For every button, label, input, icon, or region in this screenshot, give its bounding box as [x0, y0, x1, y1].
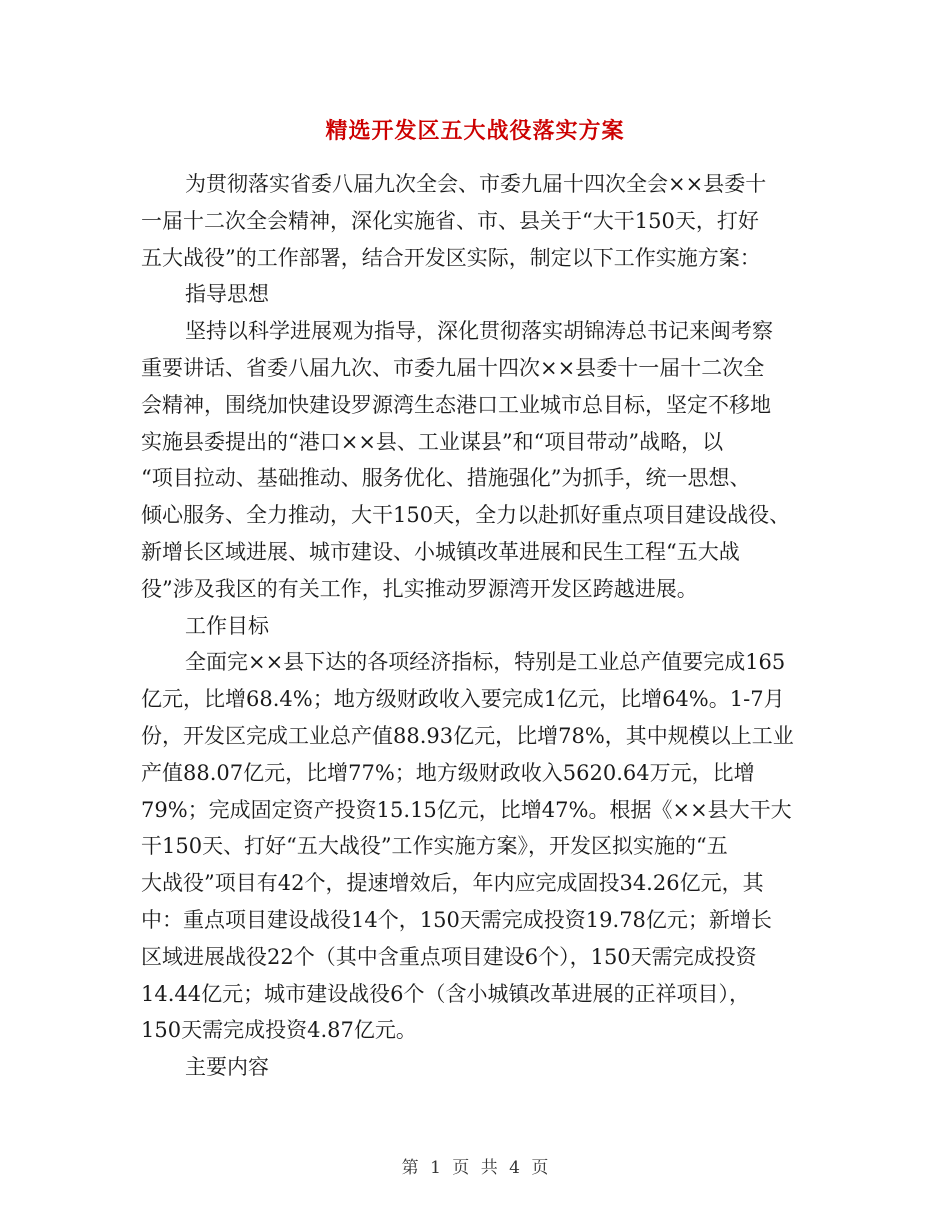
paragraph-line: 为贯彻落实省委八届九次全会、市委九届十四次全会××县委十 — [185, 172, 767, 196]
paragraph-line: 会精神，围绕加快建设罗源湾生态港口工业城市总目标，坚定不移地 — [141, 392, 771, 417]
page-footer: 第 1 页 共 4 页 — [401, 1158, 549, 1178]
paragraph-line: 坚持以科学进展观为指导，深化贯彻落实胡锦涛总书记来闽考察 — [185, 319, 773, 344]
paragraph-line: 干150天、打好“五大战役”工作实施方案》，开发区拟实施的“五 — [141, 834, 728, 859]
paragraph-line: 79%；完成固定资产投资15.15亿元，比增47%。根据《××县大干大 — [141, 797, 792, 822]
document-title: 精选开发区五大战役落实方案 — [325, 118, 625, 144]
paragraph-line: 大战役”项目有42个，提速增效后，年内应完成固投34.26亿元，其 — [141, 871, 764, 896]
section-heading-main-content: 主要内容 — [185, 1055, 269, 1080]
paragraph-line: 亿元，比增68.4%；地方级财政收入要完成1亿元，比增64%。1-7月 — [141, 687, 785, 712]
paragraph-line: 中：重点项目建设战役14个，150天需完成投资19.78亿元；新增长 — [141, 907, 772, 932]
paragraph-line: 产值88.07亿元，比增77%；地方级财政收入5620.64万元，比增 — [141, 760, 755, 785]
paragraph-line: 14.44亿元；城市建设战役6个（含小城镇改革进展的正祥项目）， — [141, 981, 750, 1006]
paragraph-line: 重要讲话、省委八届九次、市委九届十四次××县委十一届十二次全 — [141, 355, 765, 380]
paragraph-line: 新增长区域进展、城市建设、小城镇改革进展和民生工程“五大战 — [141, 539, 740, 564]
paragraph-line: 区域进展战役22个（其中含重点项目建设6个），150天需完成投资 — [141, 944, 757, 969]
section-heading-guiding-thought: 指导思想 — [185, 282, 269, 307]
paragraph-line: 150天需完成投资4.87亿元。 — [141, 1018, 417, 1043]
paragraph-line: 份，开发区完成工业总产值88.93亿元，比增78%，其中规模以上工业 — [141, 723, 794, 748]
paragraph-line: 实施县委提出的“港口××县、工业谋县”和“项目带动”战略，以 — [141, 429, 724, 454]
paragraph-line: 倾心服务、全力推动，大干150天，全力以赴抓好重点项目建设战役、 — [141, 503, 791, 528]
paragraph-line: 五大战役”的工作部署，结合开发区实际，制定以下工作实施方案： — [141, 245, 761, 270]
document-body — [141, 166, 805, 1086]
paragraph-line: 役”涉及我区的有关工作，扎实推动罗源湾开发区跨越进展。 — [141, 576, 698, 601]
section-heading-work-goals: 工作目标 — [185, 613, 269, 638]
paragraph-line: 一届十二次全会精神，深化实施省、市、县关于“大干150天，打好 — [141, 208, 759, 233]
paragraph-line: “项目拉动、基础推动、服务优化、措施强化”为抓手，统一思想、 — [141, 466, 751, 491]
paragraph-line: 全面完××县下达的各项经济指标，特别是工业总产值要完成165 — [185, 650, 786, 675]
